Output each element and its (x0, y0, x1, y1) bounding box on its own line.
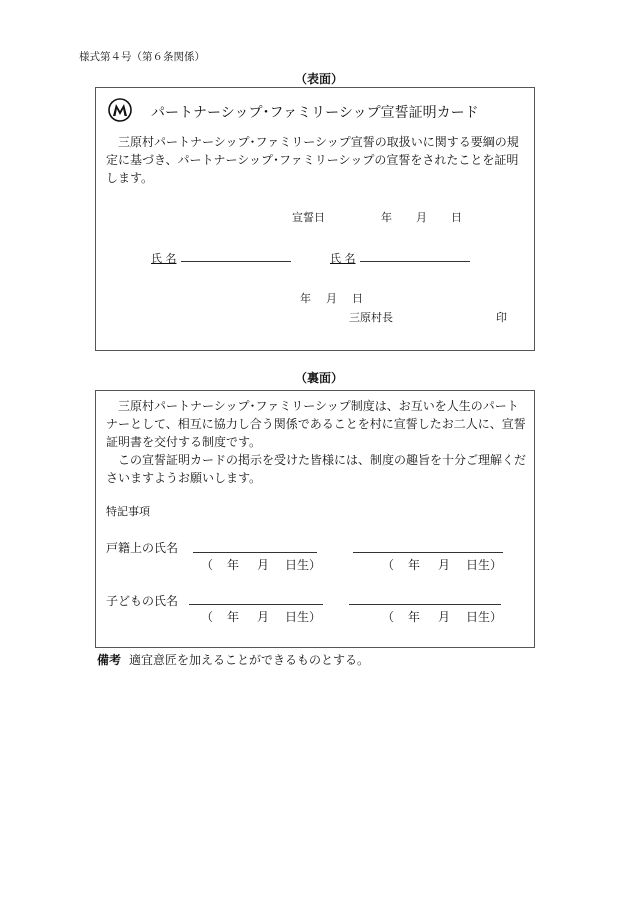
oath-date-day: 日 (451, 211, 462, 224)
back-paragraph-1: 三原村パートナーシップ･ファミリーシップ制度は、お互いを人生のパートナーとして、相互に協力し合う関係であることを村に宣誓したお二人に、宣誓証明書を交付する制度です。 (106, 399, 526, 449)
seal-mark: 印 (496, 311, 507, 324)
name-label-1: 氏 名 (151, 252, 177, 265)
name-line-2 (360, 261, 470, 262)
issue-day: 日 (352, 292, 363, 305)
registry-birth-1: （ 年 月 日生） (201, 558, 322, 572)
name-line-1 (181, 261, 291, 262)
front-side-label: （表面） (295, 72, 344, 86)
remark-text: 適宜意匠を加えることができるものとする。 (129, 653, 370, 667)
oath-date-month: 月 (416, 211, 427, 224)
certificate-text: 三原村パートナーシップ･ファミリーシップ宣誓の取扱いに関する要綱の規定に基づき、パートナーシップ･ファミリーシップの宣誓をされたことを証明します。 (106, 135, 519, 185)
mayor-title: 三原村長 (349, 311, 393, 324)
oath-date-label: 宣誓日 (292, 211, 325, 224)
certificate-card-front (95, 87, 535, 351)
remark-label: 備考 (97, 653, 122, 667)
back-paragraph-2: この宣誓証明カードの掲示を受けた皆様には、制度の趣旨を十分ご理解くださいますようお願いします。 (106, 453, 527, 485)
child-name-line-2 (349, 604, 501, 605)
remark (97, 651, 369, 668)
registry-name-line-2 (353, 552, 503, 553)
child-name-label: 子どもの氏名 (106, 594, 179, 608)
village-emblem-icon (108, 98, 132, 122)
back-side-label: （裏面） (295, 371, 344, 385)
registry-name-line-1 (193, 552, 317, 553)
child-birth-1: （ 年 月 日生） (201, 610, 322, 624)
back-explanation (106, 397, 526, 487)
child-birth-2: （ 年 月 日生） (382, 610, 503, 624)
name-label-2: 氏 名 (330, 252, 356, 265)
issue-year: 年 (300, 292, 311, 305)
oath-date-year: 年 (381, 211, 392, 224)
form-number: 様式第４号（第６条関係） (79, 51, 205, 63)
issue-month: 月 (326, 292, 337, 305)
registry-name-label: 戸籍上の氏名 (106, 541, 179, 555)
certificate-card-back (95, 390, 535, 648)
child-name-line-1 (189, 604, 323, 605)
registry-birth-2: （ 年 月 日生） (382, 558, 503, 572)
card-title: パートナーシップ･ファミリーシップ宣誓証明カード (151, 105, 479, 121)
special-notes-label: 特記事項 (106, 505, 150, 518)
